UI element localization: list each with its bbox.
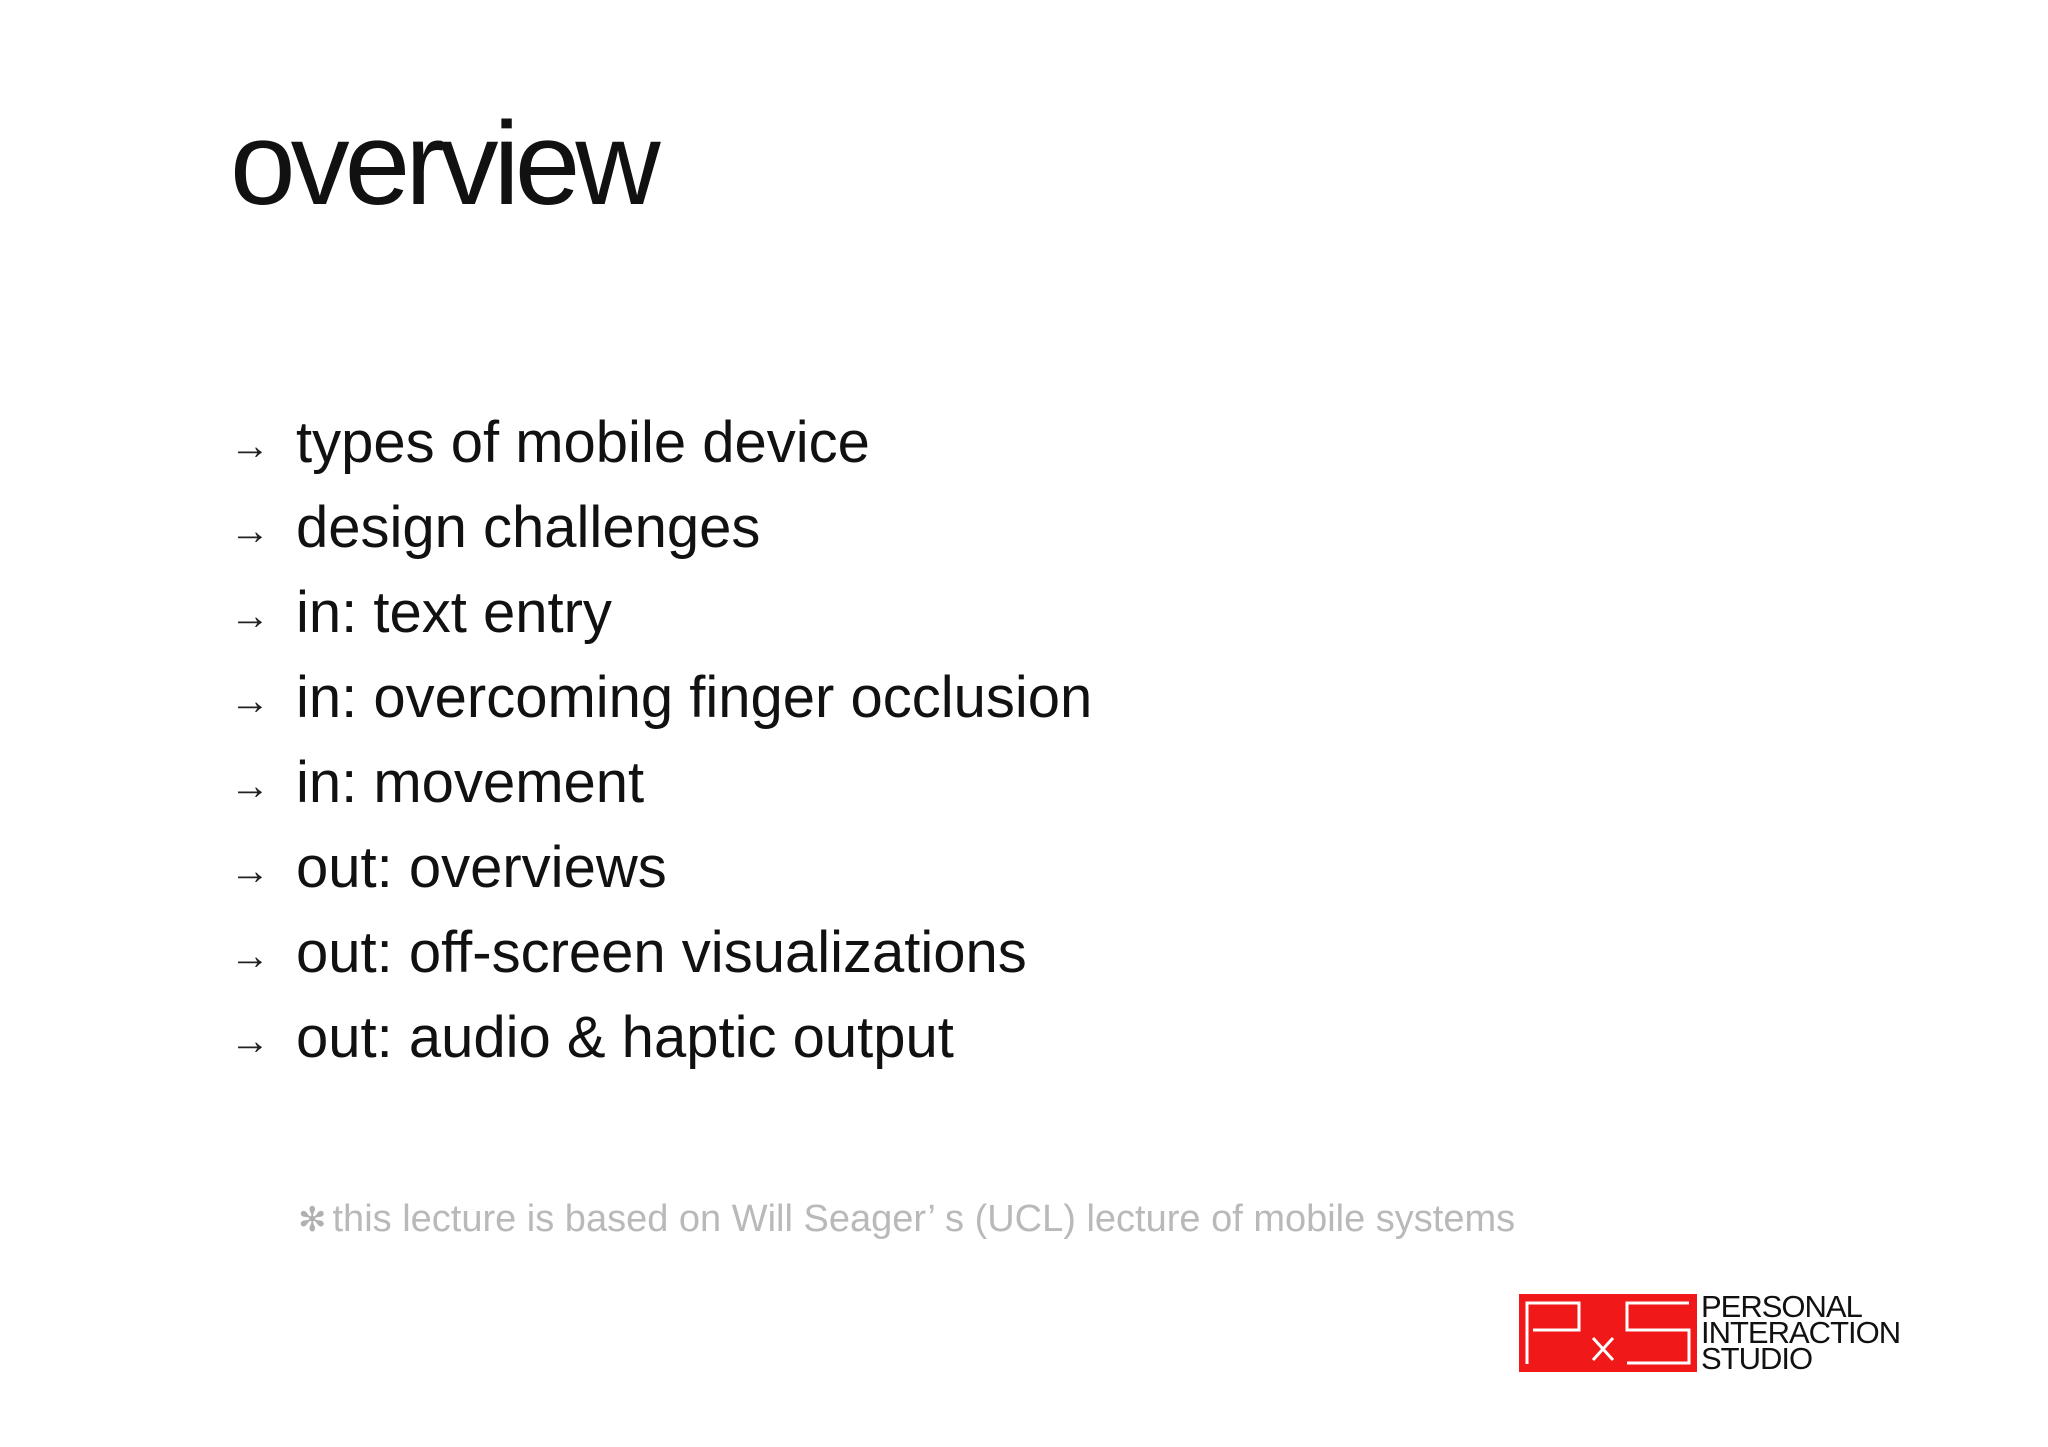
- bullet-text: out: off-screen visualizations: [296, 919, 1027, 985]
- arrow-icon: →: [230, 848, 270, 893]
- logo-word-interaction: INTERACTION: [1701, 1315, 1901, 1350]
- bullet-item: [230, 655, 1092, 740]
- arrow-icon: →: [230, 763, 270, 808]
- footnote: [298, 1198, 1515, 1241]
- slide-title: overview: [230, 98, 656, 230]
- bullet-text: out: overviews: [296, 834, 667, 900]
- bullet-text: in: movement: [296, 749, 645, 815]
- bullet-item: [230, 400, 1092, 485]
- pxs-logo-mark: [1519, 1294, 1697, 1372]
- bullet-item: [230, 485, 1092, 570]
- bullet-item: [230, 825, 1092, 910]
- bullet-text: in: text entry: [296, 579, 612, 645]
- arrow-icon: →: [230, 1018, 270, 1063]
- bullet-list: [230, 400, 1092, 1080]
- logo-word-studio: STUDIO: [1701, 1341, 1813, 1376]
- arrow-icon: →: [230, 933, 270, 978]
- bullet-text: in: overcoming finger occlusion: [296, 664, 1093, 730]
- logo-wordmark: [1701, 1289, 1901, 1376]
- bullet-text: out: audio & haptic output: [296, 1004, 954, 1070]
- asterisk-icon: ✻: [298, 1200, 327, 1239]
- bullet-item: [230, 995, 1092, 1080]
- bullet-text: types of mobile device: [296, 409, 870, 475]
- footnote-text: this lecture is based on Will Seager’ s (UCL) lecture of mobile systems: [332, 1198, 1516, 1240]
- bullet-text: design challenges: [296, 494, 761, 560]
- arrow-icon: →: [230, 508, 270, 553]
- arrow-icon: →: [230, 423, 270, 468]
- pxs-logo: [1519, 1289, 1901, 1376]
- logo-word-personal: PERSONAL: [1701, 1289, 1862, 1324]
- bullet-item: [230, 910, 1092, 995]
- bullet-item: [230, 740, 1092, 825]
- arrow-icon: →: [230, 678, 270, 723]
- arrow-icon: →: [230, 593, 270, 638]
- bullet-item: [230, 570, 1092, 655]
